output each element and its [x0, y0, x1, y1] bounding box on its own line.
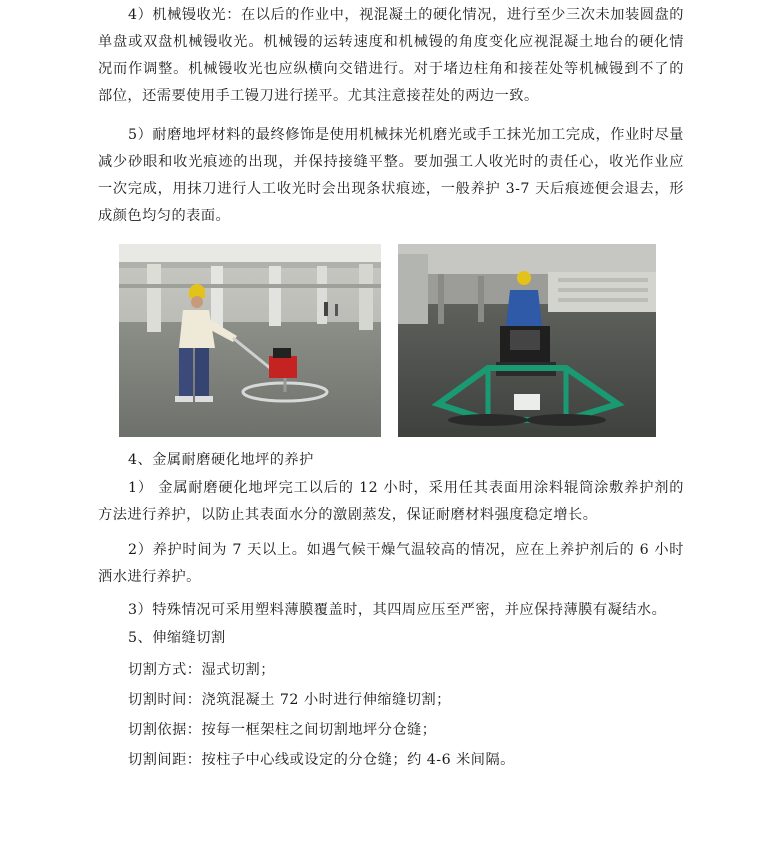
cut-method: 切割方式：湿式切割； [128, 662, 275, 678]
heading-curing: 4、金属耐磨硬化地坪的养护 [128, 452, 314, 468]
cut-time: 切割时间：浇筑混凝土 72 小时进行伸缩缝切割； [128, 692, 451, 708]
photo-ride-on-trowel [398, 244, 656, 437]
paragraph-mechanical-trowel: 4）机械镘收光：在以后的作业中，视混凝土的硬化情况，进行至少三次未加装圆盘的单盘或双盘机械镘收光。机械镘的运转速度和机械镘的角度变化应视混凝土地台的硬化情况而作调整。机械镘收光也应纵横向交错进行。对于堵边柱角和接茬处等机械镘到不了的部位，还需要使用手工镘刀进行搓平。尤其注意接茬处的两边一致。 [98, 7, 684, 104]
cut-basis: 切割依据：按每一框架柱之间切割地坪分仓缝； [128, 722, 437, 738]
cut-spacing: 切割间距：按柱子中心线或设定的分仓缝；约 4-6 米间隔。 [128, 752, 515, 768]
paragraph-curing-2: 2）养护时间为 7 天以上。如遇气候干燥气温较高的情况，应在上养护剂后的 6 小时洒水进行养护。 [98, 542, 684, 585]
photo-walk-behind-trowel [119, 244, 381, 437]
paragraph-curing-3: 3）特殊情况可采用塑料薄膜覆盖时，其四周应压至严密，并应保持薄膜有凝结水。 [128, 602, 667, 618]
heading-joint-cutting: 5、伸缩缝切割 [128, 630, 226, 646]
paragraph-final-finishing: 5）耐磨地坪材料的最终修饰是使用机械抹光机磨光或手工抹光加工完成，作业时尽量减少砂眼和收光痕迹的出现，并保持接缝平整。要加强工人收光时的责任心，收光作业应一次完成，用抹刀进行人工收光时会出现条状痕迹，一般养护 3-7 天后痕迹便会退去，形成颜色均匀的表面。 [98, 127, 684, 224]
paragraph-curing-1: 1） 金属耐磨硬化地坪完工以后的 12 小时，采用任其表面用涂料辊筒涂敷养护剂的方法进行养护，以防止其表面水分的激剧蒸发，保证耐磨材料强度稳定增长。 [98, 480, 684, 523]
